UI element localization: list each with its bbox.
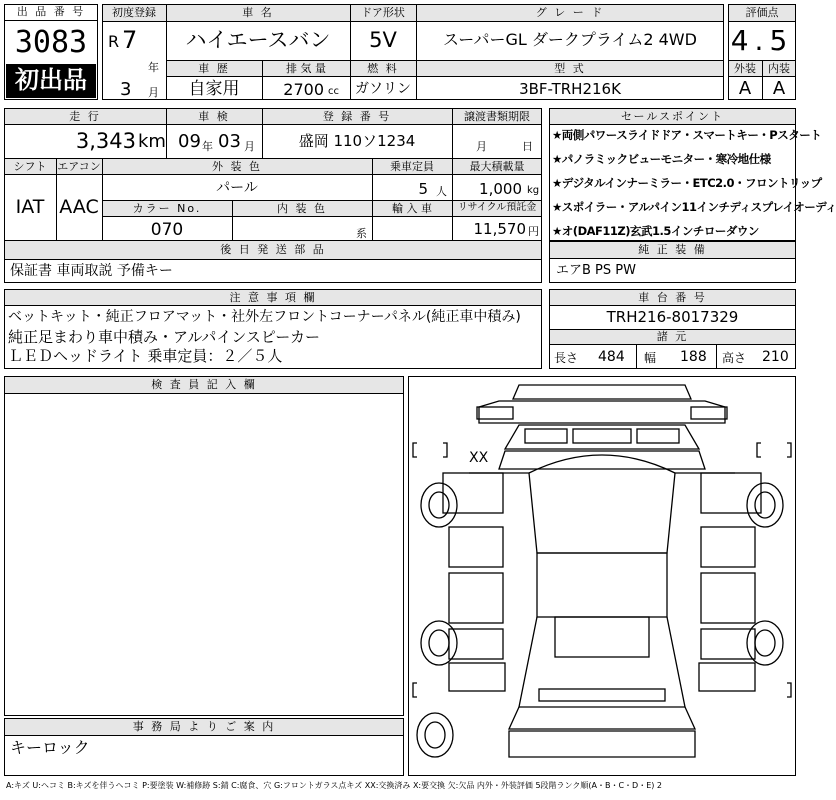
reg-no-label: 登 録 番 号 <box>322 110 392 123</box>
capacity-unit: 人 <box>436 185 447 198</box>
displacement-unit: cc <box>328 86 339 97</box>
transfer-label: 譲渡書類期限 <box>464 110 530 123</box>
later-parts-label: 後 日 発 送 部 品 <box>220 243 326 256</box>
mileage-value: 3,343 <box>75 129 136 153</box>
ac-value: AAC <box>59 196 99 218</box>
load-unit: kg <box>527 185 540 196</box>
damage-legend: A:キズ U:ヘコミ B:キズを伴うヘコミ P:要塗装 W:補修跡 S:錆 C:腐食、穴 G:フロントガラス点キズ XX:交換済み X:要交換 欠:欠品 内外・外装評価 5段階ランク順(A・B・C・D・E) 2 <box>6 781 663 790</box>
load-label: 最大積載量 <box>469 160 525 173</box>
height-label: 高さ <box>722 351 747 365</box>
model-label: 型 式 <box>554 62 586 75</box>
reg-no-value: 盛岡 110ソ1234 <box>298 132 416 150</box>
lot-label: 出 品 番 号 <box>16 5 86 18</box>
sales-points-label: セールスポイント <box>620 110 724 123</box>
equipment-text: エアB PS PW <box>556 263 636 278</box>
inspection-month-unit: 月 <box>244 140 255 153</box>
chassis-label: 車 台 番 号 <box>638 291 707 304</box>
capacity-value: 5 <box>418 180 428 198</box>
inspection-year-unit: 年 <box>202 140 213 153</box>
transfer-month-unit: 月 <box>476 140 487 153</box>
fuel-label: 燃 料 <box>367 62 399 75</box>
history-label: 車 歴 <box>198 62 230 75</box>
chassis-number: TRH216-8017329 <box>606 308 739 326</box>
interior-color-label: 内 装 色 <box>277 202 327 215</box>
lot-number: 3083 <box>14 25 88 60</box>
month-unit: 月 <box>148 86 159 99</box>
load-value: 1,000 <box>479 180 522 198</box>
score-value: 4.5 <box>730 24 794 57</box>
mileage-label: 走 行 <box>69 110 101 123</box>
transfer-day-unit: 日 <box>522 140 533 153</box>
grade-value: スーパーGL ダークプライム2 4WD <box>443 30 697 49</box>
recycle-value: 11,570 <box>473 220 526 238</box>
exterior-grade: A <box>738 78 752 99</box>
width-label: 幅 <box>644 351 657 365</box>
interior-color-unit: 系 <box>356 227 367 240</box>
car-name-label: 車 名 <box>242 6 274 19</box>
car-diagram-box <box>408 376 796 776</box>
inspection-label: 車 検 <box>198 110 230 123</box>
sales-point-item: ★パノラミックビューモニター・寒冷地仕様 <box>552 152 771 166</box>
sales-point-item: ★両側パワースライドドア・スマートキー・Pスタート <box>552 128 822 142</box>
shift-value: IAT <box>15 196 45 218</box>
history-value: 自家用 <box>188 79 240 99</box>
fuel-value: ガソリン <box>355 81 411 97</box>
notes-line-1: ベットキット・純正フロアマット・社外左フロントコーナーパネル(純正車中積み) <box>8 309 521 325</box>
length-value: 484 <box>598 349 625 365</box>
year-unit: 年 <box>148 61 159 74</box>
grade-label: グ レ ー ド <box>535 6 605 19</box>
first-reg-label: 初度登録 <box>112 6 156 19</box>
model-value: 3BF-TRH216K <box>519 80 621 98</box>
capacity-label: 乗車定員 <box>390 160 434 173</box>
inspector-box <box>4 376 404 716</box>
door-label: ドア形状 <box>361 6 405 19</box>
inspector-label: 検 査 員 記 入 欄 <box>151 378 257 391</box>
recycle-unit: 円 <box>528 225 539 238</box>
era-value: R <box>108 32 120 51</box>
ac-label: エアコン <box>57 160 101 173</box>
displacement-label: 排 気 量 <box>286 62 326 75</box>
import-label: 輸 入 車 <box>392 202 432 215</box>
first-reg-year: 7 <box>122 26 138 54</box>
first-listing-badge-text: 初出品 <box>15 66 87 94</box>
car-diagram <box>409 377 795 775</box>
dims-label: 諸 元 <box>656 330 689 343</box>
sales-point-item: ★オ(DAF11Z)玄武1.5インチローダウン <box>552 224 759 238</box>
height-value: 210 <box>762 349 789 365</box>
first-reg-month: 3 <box>120 79 132 100</box>
color-no-label: カラー No. <box>132 202 202 215</box>
displacement-value: 2700 <box>283 80 324 99</box>
width-value: 188 <box>680 349 707 365</box>
inspection-month: 03 <box>218 131 241 152</box>
inspection-year: 09 <box>178 131 201 152</box>
car-name: ハイエースバン <box>185 28 331 52</box>
door-value: 5V <box>369 28 397 52</box>
sales-points-list <box>552 128 836 248</box>
interior-label: 内装 <box>768 62 790 75</box>
recycle-label: リサイクル預託金 <box>457 202 537 213</box>
office-label: 事 務 局 よ り ご 案 内 <box>132 720 276 733</box>
notes-line-2: 純正足まわり車中積み・アルパインスピーカー <box>8 328 321 346</box>
notes-line-3: ＬＥＤヘッドライト 乗車定員：２／５人 <box>8 347 283 365</box>
length-label: 長さ <box>554 351 579 365</box>
equipment-label: 純 正 装 備 <box>638 243 707 256</box>
exterior-label: 外装 <box>734 62 756 75</box>
color-label: 外 装 色 <box>212 160 262 173</box>
notes-label: 注 意 事 項 欄 <box>229 291 317 304</box>
score-label: 評価点 <box>745 6 779 19</box>
sales-point-item: ★デジタルインナーミラー・ETC2.0・フロントリップ <box>552 176 822 190</box>
sales-point-item: ★スポイラー・アルパイン11インチディスプレイオーディ <box>552 200 836 214</box>
office-text: キーロック <box>10 738 90 757</box>
color-value: パール <box>216 180 258 196</box>
color-no-value: 070 <box>150 220 184 240</box>
shift-label: シフト <box>13 160 47 173</box>
later-parts-text: 保証書 車両取説 予備キー <box>10 263 173 279</box>
mileage-unit: km <box>138 131 166 152</box>
replaced-mark: XX <box>469 450 489 466</box>
interior-grade: A <box>772 78 786 99</box>
